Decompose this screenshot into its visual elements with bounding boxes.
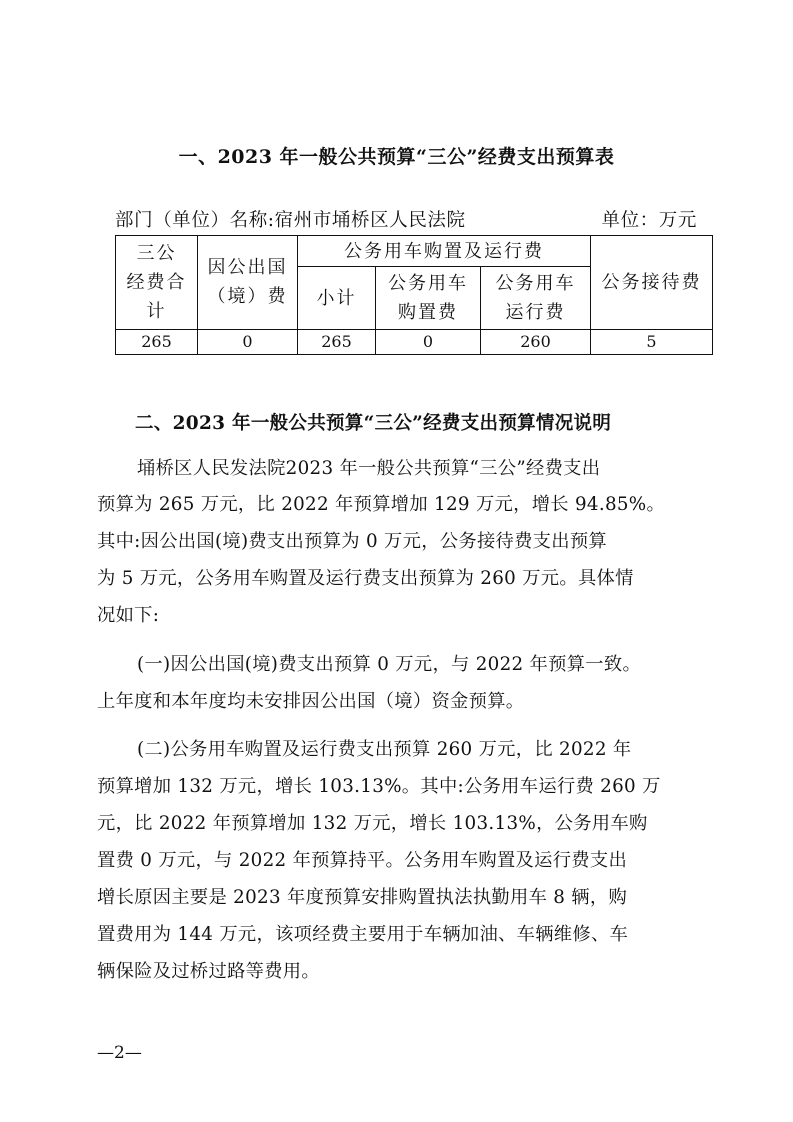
body-line: 况如下: (97, 605, 160, 626)
header-vehicle-operation (481, 267, 591, 330)
header-total (116, 236, 198, 330)
header-total-line2: 经费合 (126, 271, 187, 293)
header-vehicle: 公务用车购置及运行费 (298, 236, 591, 267)
body-line: (二)公务用车购置及运行费支出预算 260 万元，比 2022 年 (137, 739, 632, 760)
value-subtotal: 265 (298, 329, 376, 354)
body-line: 置费 0 万元，与 2022 年预算持平。公务用车购置及运行费支出 (97, 850, 628, 871)
header-purchase-line2: 购置费 (398, 302, 458, 323)
body-line: 为 5 万元，公务用车购置及运行费支出预算为 260 万元。具体情 (97, 568, 634, 589)
table-caption-row (115, 206, 705, 232)
header-total-line1: 三公 (136, 242, 177, 264)
department-label: 部门（单位）名称:宿州市埇桥区人民法院 (115, 210, 466, 231)
page-number: —2— (97, 1043, 142, 1063)
three-public-budget-table (115, 235, 713, 355)
body-line: 预算为 265 万元，比 2022 年预算增加 129 万元，增长 94.85%。 (97, 494, 666, 515)
header-abroad-line1: 因公出国 (207, 257, 288, 279)
value-abroad: 0 (198, 329, 298, 354)
header-purchase-line1: 公务用车 (388, 273, 468, 294)
body-line: 增长原因主要是 2023 年度预算安排购置执法执勤用车 8 辆，购 (97, 887, 628, 908)
header-abroad-line2: （境）费 (207, 286, 288, 308)
body-line: (一)因公出国(境)费支出预算 0 万元，与 2022 年预算一致。 (137, 654, 642, 675)
value-reception: 5 (591, 329, 713, 354)
header-reception: 公务接待费 (591, 236, 713, 330)
header-operation-line2: 运行费 (505, 302, 566, 323)
value-vehicle-purchase: 0 (376, 329, 481, 354)
body-line: 其中:因公出国(境)费支出预算为 0 万元，公务接待费支出预算 (97, 531, 608, 552)
unit-label: 单位：万元 (601, 210, 697, 231)
value-total: 265 (116, 329, 198, 354)
body-line: 预算增加 132 万元，增长 103.13%。其中:公务用车运行费 260 万 (97, 776, 661, 797)
header-abroad (198, 236, 298, 330)
header-subtotal: 小计 (298, 267, 376, 330)
value-vehicle-operation: 260 (481, 329, 591, 354)
body-line: 置费用为 144 万元，该项经费主要用于车辆加油、车辆维修、车 (97, 924, 629, 945)
body-line: 上年度和本年度均未安排因公出国（境）资金预算。 (97, 691, 525, 712)
header-operation-line1: 公务用车 (495, 273, 576, 294)
header-total-line3: 计 (146, 300, 167, 322)
body-line: 元，比 2022 年预算增加 132 万元，增长 103.13%，公务用车购 (97, 813, 648, 834)
section-1-title: 一、2023 年一般公共预算“三公”经费支出预算表 (178, 146, 615, 168)
section-2-title: 二、2023 年一般公共预算“三公”经费支出预算情况说明 (135, 413, 612, 434)
body-line: 辆保险及过桥过路等费用。 (97, 961, 320, 982)
header-vehicle-purchase (376, 267, 481, 330)
body-line: 埇桥区人民发法院2023 年一般公共预算“三公”经费支出 (137, 458, 601, 479)
